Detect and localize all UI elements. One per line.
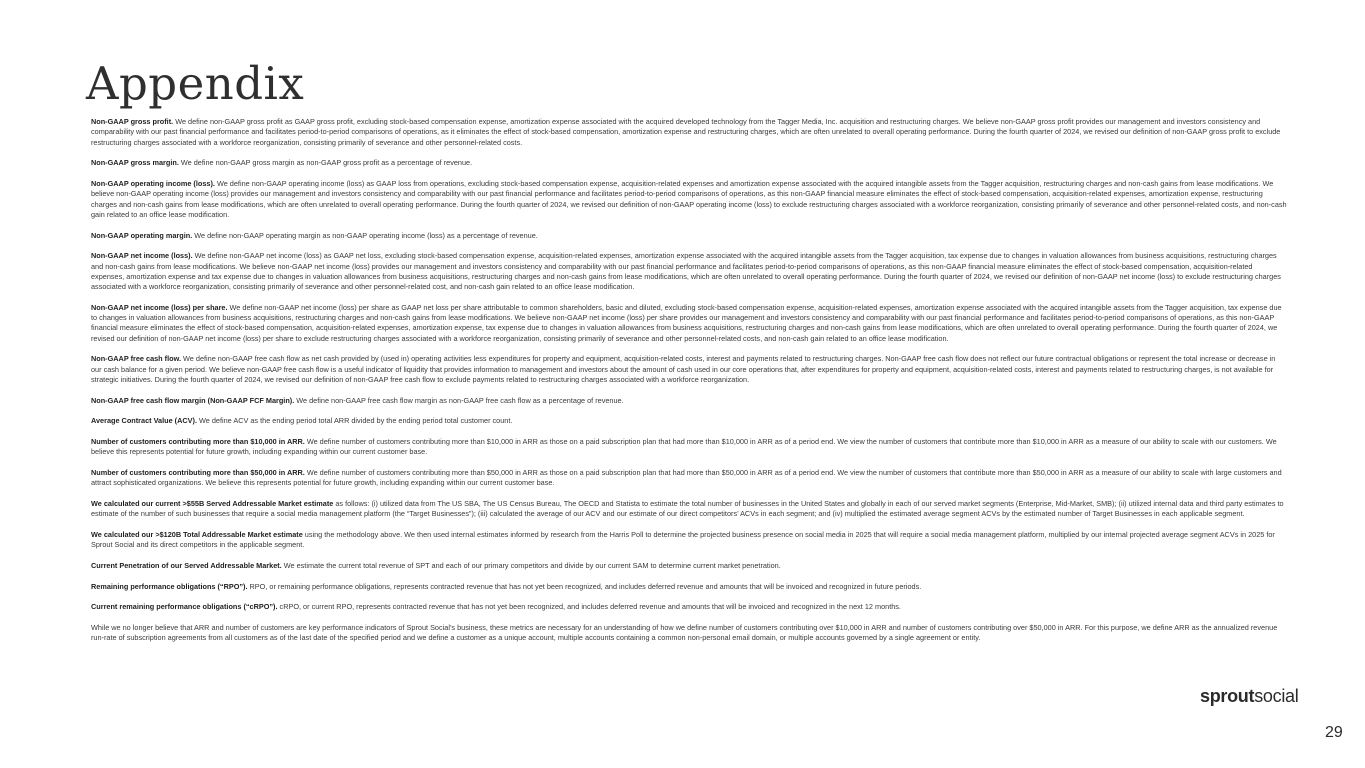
definition-paragraph — [91, 231, 1287, 241]
definition-paragraph — [91, 354, 1287, 385]
definition-paragraph — [91, 468, 1287, 489]
definition-text: We estimate the current total revenue of SPT and each of our primary competitors and divide by our current SAM to determine current market penetration. — [281, 560, 781, 570]
definition-text: We define non-GAAP free cash flow as net cash provided by (used in) operating activities less expenditures for property and equipment, acquisition-related costs, interest and payments related to restructuring charges. Non-GAAP free cash flow does not reflect our future contractual obligations or represent the total increase or decrease in our cash balance for a given period. We believe non-GAAP free cash flow is a useful indicator of liquidity that provides information to management and investors about the amount of cash used in our core operations that, after expenditures for property and equipment, acquisition-related costs, interest and payments related to restructuring charges, is not available for strategic initiatives. During the fourth quarter of 2024, we revised our definition of non-GAAP free cash flow to exclude payments related to restructuring charges associated with a workforce reorganization. — [91, 354, 1276, 384]
definition-text: We define non-GAAP net income (loss) per share as GAAP net loss per share attributable to common shareholders, basic and diluted, excluding stock-based compensation expense, acquisition-related expenses, amortization expense associated with the acquired intangible assets from the Tagger acquisition, tax expense due to changes in valuation allowances from business acquisitions, restructuring charges and non-cash gains from lease modifications. We believe non-GAAP net income (loss) per share provides our management and investors consistency and comparability with our past financial performance and facilitates period-to-period comparisons of operations, as this non-GAAP financial measure eliminates the effect of stock-based compensation, acquisition-related expenses, amortization expense, tax expense due to changes in valuation allowances from business acquisitions, restructuring charges and non-cash gains from lease modifications, which are often unrelated to overall operating performance. During the fourth quarter of 2024, we revised our definition of non-GAAP net income (loss) per share to exclude restructuring charges associated with a workforce reorganization, consisting primarily of severance and other personnel-related costs, and non-cash gain related to an office lease modification. — [91, 302, 1282, 343]
definition-paragraph — [91, 416, 1287, 426]
logo-word-sprout: sprout — [1200, 686, 1255, 706]
definition-paragraph — [91, 303, 1287, 344]
definition-term: We calculated our current >$55B Served Addressable Market estimate — [91, 499, 334, 509]
definition-text: using the methodology above. We then used internal estimates informed by research from the Harris Poll to determine the projected business presence on social media in 2025 that will require a social media management platform, multiplied by our internal projected average segment ACVs in 2025 for Sprout Social and its direct competitors in the applicable segment. — [91, 530, 1275, 550]
definition-text: We define non-GAAP gross margin as non-GAAP gross profit as a percentage of revenue. — [178, 158, 473, 168]
disclaimer-paragraph — [91, 623, 1287, 644]
definition-paragraph — [91, 499, 1287, 520]
definition-term: Non-GAAP operating income (loss). — [91, 178, 215, 188]
definition-paragraph — [91, 117, 1287, 148]
definition-term: Non-GAAP operating margin. — [91, 230, 193, 240]
definition-term: Non-GAAP free cash flow margin (Non-GAAP FCF Margin). — [91, 395, 295, 405]
definition-paragraph — [91, 437, 1287, 458]
definition-text: We define non-GAAP net income (loss) as GAAP net loss, excluding stock-based compensation expense, acquisition-related expenses, amortization expense associated with the acquired intangible assets from the Tagger acquisition, tax expense due to changes in valuation allowances from business acquisitions, restructuring charges and non-cash gains from lease modifications. We believe non-GAAP net income (loss) provides our management and investors consistency and comparability with our past financial performance and facilitates period-to-period comparisons of operations, as this non-GAAP financial measure eliminates the effect of stock-based compensation, acquisition-related expenses, amortization expense and tax expense due to changes in valuation allowances from business acquisitions, restructuring charges and non-cash gains from lease modifications, which are often unrelated to overall operating performance. During the fourth quarter of 2024, we revised our definition of non-GAAP net income (loss) to exclude restructuring charges associated with a workforce reorganization, consisting primarily of severance and other personnel-related cost, and non-cash gain related to an office lease modification. — [91, 251, 1281, 292]
definition-term: Remaining performance obligations (“RPO”). — [91, 581, 248, 591]
definition-text: We define number of customers contributing more than $50,000 in ARR as those on a paid subscription plan that had more than $50,000 in ARR as of a period end. We view the number of customers that contribute more than $50,000 in ARR as a measure of our ability to scale with large customers and attract sophisticated organizations. We believe this represents potential for future growth, including expanding within our current customer base. — [91, 468, 1282, 488]
definition-term: Non-GAAP gross margin. — [91, 158, 179, 168]
logo-word-social: social — [1254, 686, 1299, 706]
definition-term: Non-GAAP free cash flow. — [91, 354, 182, 364]
definition-term: Current remaining performance obligations (“cRPO”). — [91, 602, 278, 612]
definition-term: Non-GAAP net income (loss) per share. — [91, 302, 228, 312]
definition-text: RPO, or remaining performance obligations, represents contracted revenue that has not yet been recognized, and includes deferred revenue and amounts that will be invoiced and recognized in future periods. — [247, 581, 922, 591]
definition-paragraph — [91, 602, 1287, 612]
definition-paragraph — [91, 158, 1287, 168]
definition-term: Number of customers contributing more than $50,000 in ARR. — [91, 468, 305, 478]
definition-text: We define non-GAAP operating margin as non-GAAP operating income (loss) as a percentage of revenue. — [192, 230, 538, 240]
definition-paragraph — [91, 561, 1287, 571]
definition-term: Current Penetration of our Served Addressable Market. — [91, 560, 282, 570]
definition-paragraph — [91, 396, 1287, 406]
definition-paragraph — [91, 179, 1287, 220]
disclaimer-text: While we no longer believe that ARR and number of customers are key performance indicators of Sprout Social’s business, these metrics are necessary for an understanding of how we define number of customers contributing over $10,000 in ARR and number of customers contributing over $50,000 in ARR. For this purpose, we define ARR as the annualized revenue run-rate of subscription agreements from all customers as of the last date of the specified period and we define a customer as a unique account, multiple accounts containing a common non-personal email domain, or multiple accounts governed by a single agreement or entity. — [91, 623, 1278, 643]
definition-text: We define number of customers contributing more than $10,000 in ARR as those on a paid subscription plan that had more than $10,000 in ARR as of a period end. We view the number of customers that contribute more than $10,000 in ARR as a measure of our ability to scale with our customers. We believe this represents potential for future growth, including expanding within our current customer base. — [91, 437, 1277, 457]
page-number: 29 — [1325, 724, 1343, 741]
definition-term: Number of customers contributing more than $10,000 in ARR. — [91, 437, 305, 447]
definition-text: We define ACV as the ending period total ARR divided by the ending period total customer count. — [196, 416, 513, 426]
definition-term: We calculated our >$120B Total Addressable Market estimate — [91, 530, 303, 539]
sprout-social-logo — [1200, 685, 1298, 707]
definition-text: as follows: (i) utilized data from The US SBA, The US Census Bureau, The OECD and Statista to estimate the total number of businesses in the United States and globally in each of our served market segments (Enterprise, Mid-Market, SMB); (ii) utilized internal data and third party estimates to estimate of the number of such businesses that require a social media management platform (the “Target Businesses”); (iii) calculated the average of our ACV and our estimate of our direct competitors’ ACVs in each segment; and (iv) multiplied the estimated average segment ACVs by the estimated number of Target Businesses in each applicable segment. — [91, 499, 1284, 519]
definition-text: We define non-GAAP gross profit as GAAP gross profit, excluding stock-based compensation expense, amortization expense associated with the acquired developed technology from the Tagger Media, Inc. acquisition and restructuring charges. We believe non-GAAP gross profit provides our management and investors consistency and comparability with our past financial performance and facilitates period-to-period comparisons of operations, as it eliminates the effect of stock-based compensation, amortization expense and restructuring charges, which are often unrelated to overall operating performance. During the fourth quarter of 2024, we revised our definition of non-GAAP gross profit to exclude restructuring charges associated with a workforce reorganization, consisting primarily of severance and other personnel-related costs. — [91, 117, 1281, 147]
definitions-body — [91, 117, 1287, 654]
definition-paragraph — [91, 530, 1287, 551]
definition-paragraph — [91, 251, 1287, 292]
page-title: Appendix — [86, 57, 305, 110]
definition-paragraph — [91, 582, 1287, 592]
definition-text: We define non-GAAP operating income (loss) as GAAP loss from operations, excluding stock-based compensation expense, acquisition-related expenses and amortization expense associated with the acquired intangible assets from the Tagger acquisition, restructuring charges and non-cash gains from lease modifications. We believe non-GAAP operating income (loss) provides our management and investors consistency and comparability with our past financial performance and facilitates period-to-period comparisons of operations, as this non-GAAP financial measure eliminates the effect of stock-based compensation, acquisition-related expenses, amortization expense, restructuring charges and non-cash gains from lease modifications, which are often unrelated to overall operating performance. During the fourth quarter of 2024, we revised our definition of non-GAAP operating income (loss) to exclude restructuring charges associated with a workforce reorganization, consisting primarily of severance and other personnel-related costs, and non-cash gain related to an office lease modification. — [91, 178, 1287, 219]
definition-text: cRPO, or current RPO, represents contracted revenue that has not yet been recognized, and includes deferred revenue and amounts that will be invoiced and recognized in the next 12 months. — [277, 602, 901, 612]
definition-text: We define non-GAAP free cash flow margin as non-GAAP free cash flow as a percentage of revenue. — [294, 395, 624, 405]
definition-term: Non-GAAP gross profit. — [91, 117, 174, 126]
definition-term: Average Contract Value (ACV). — [91, 416, 197, 426]
definition-term: Non-GAAP net income (loss). — [91, 251, 193, 261]
